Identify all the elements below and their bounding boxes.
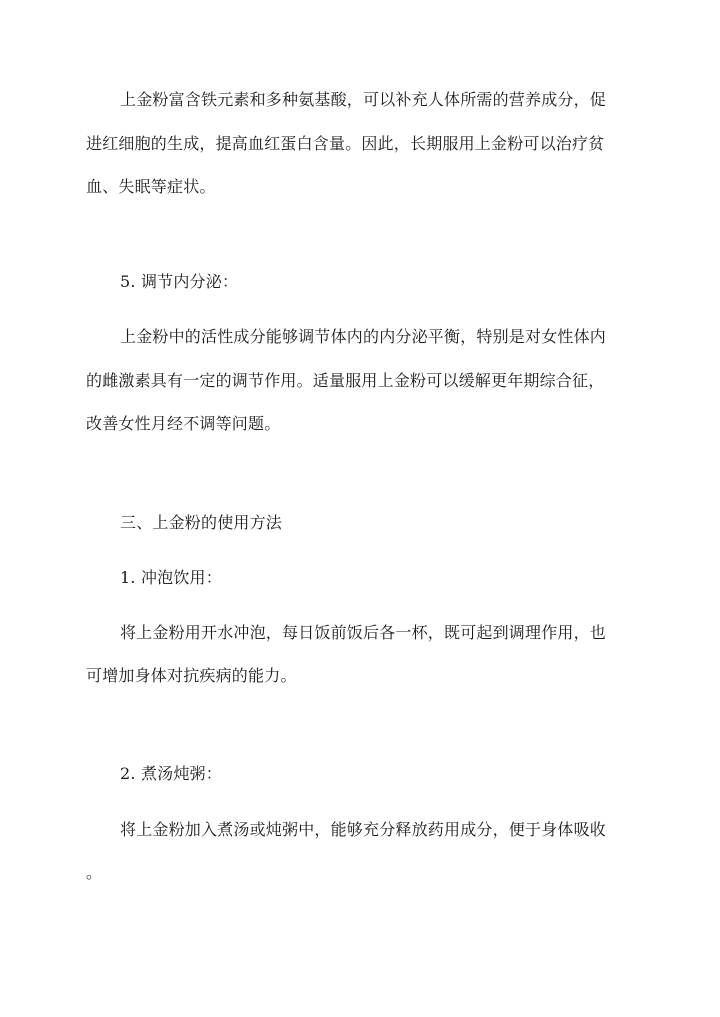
section-subheading: 2. 煮汤炖粥： (120, 764, 222, 783)
paragraph-text-line: 的雌激素具有一定的调节作用。适量服用上金粉可以缓解更年期综合征， (86, 371, 605, 390)
paragraph-text-line: 将上金粉用开水冲泡，每日饭前饭后各一杯，既可起到调理作用，也 (120, 623, 607, 642)
paragraph-text-line: 上金粉富含铁元素和多种氨基酸，可以补充人体所需的营养成分，促 (120, 90, 607, 109)
paragraph-text-line: 可增加身体对抗疾病的能力。 (86, 666, 297, 685)
paragraph-text-line: 将上金粉加入煮汤或炖粥中，能够充分释放药用成分，便于身体吸收 (120, 820, 607, 839)
section-subheading: 5. 调节内分泌： (120, 272, 239, 291)
paragraph-text-line: 上金粉中的活性成分能够调节体内的内分泌平衡，特别是对女性体内 (120, 327, 607, 346)
paragraph-text-line: 改善女性月经不调等问题。 (86, 414, 281, 433)
section-subheading: 1. 冲泡饮用： (120, 568, 222, 587)
section-heading: 三、上金粉的使用方法 (120, 513, 283, 532)
paragraph-text-line: 进红细胞的生成，提高血红蛋白含量。因此，长期服用上金粉可以治疗贫 (86, 134, 605, 153)
paragraph-text-line: 。 (86, 863, 103, 882)
paragraph-text-line: 血、失眠等症状。 (86, 177, 216, 196)
